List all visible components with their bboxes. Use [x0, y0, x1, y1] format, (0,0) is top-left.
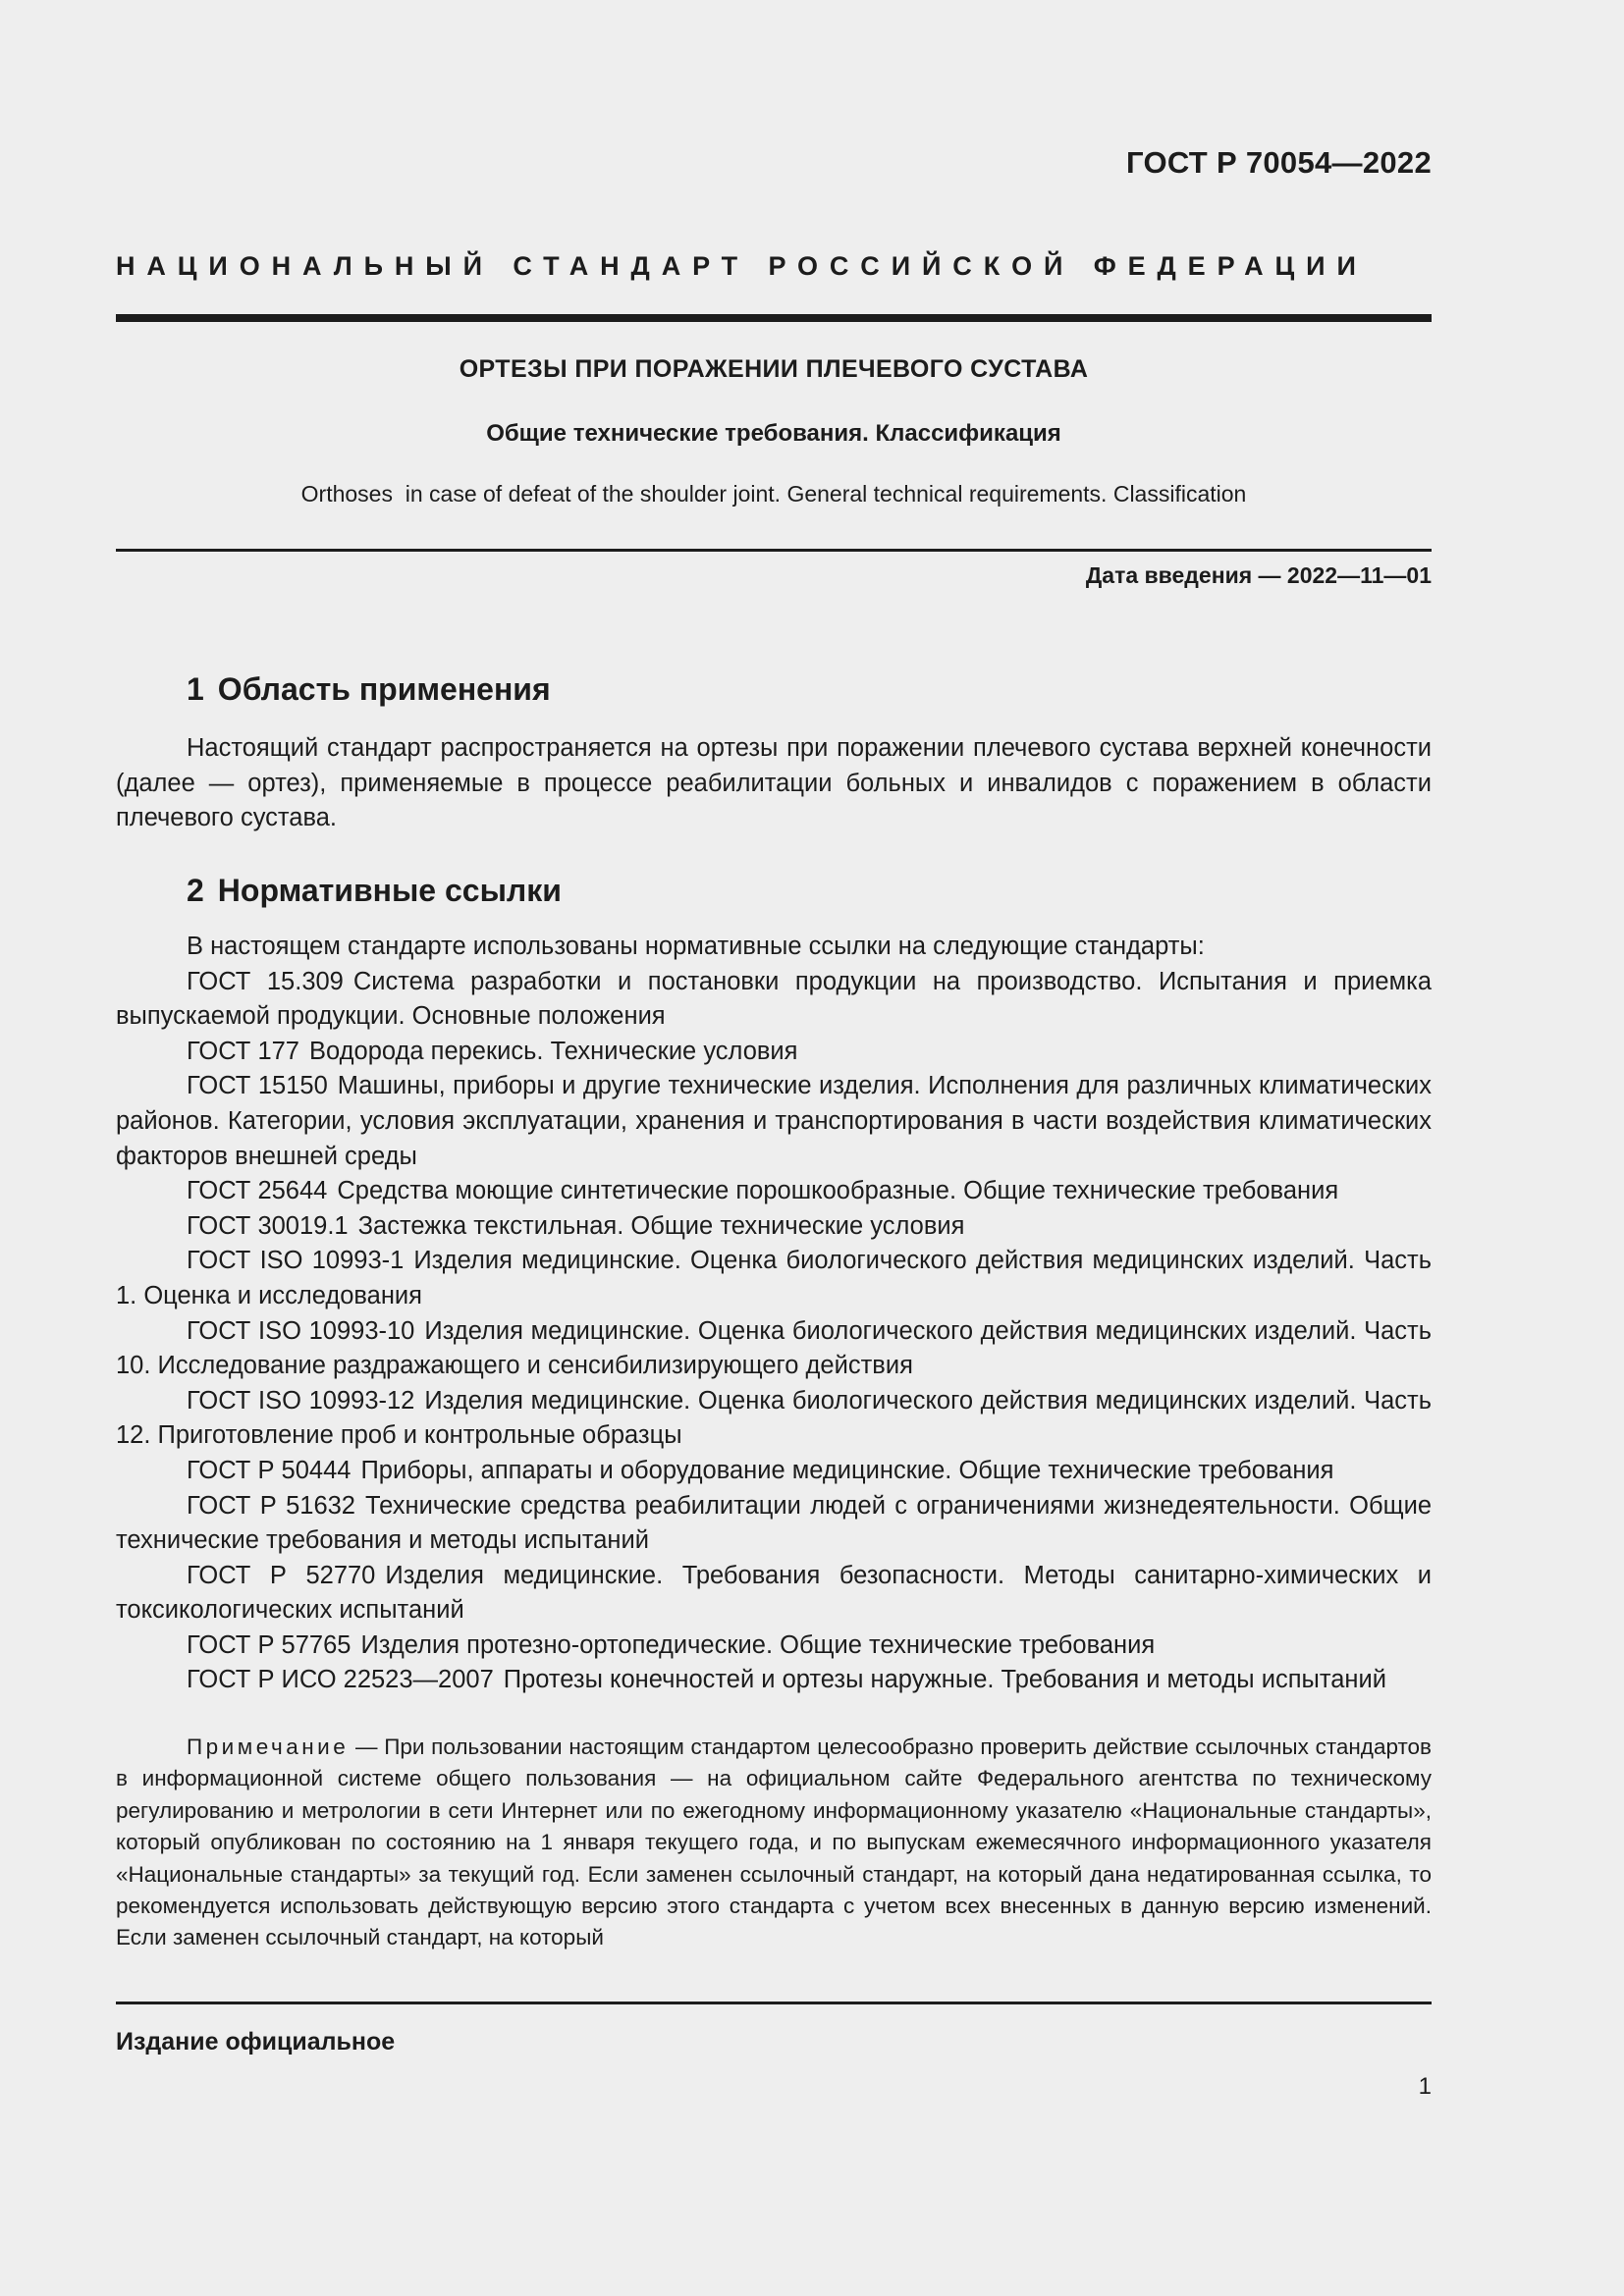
section-2-number: 2 — [187, 873, 204, 908]
national-standard-title: НАЦИОНАЛЬНЫЙ СТАНДАРТ РОССИЙСКОЙ ФЕДЕРАЦИИ — [116, 251, 1368, 281]
introduction-date: Дата введения — 2022—11—01 — [1085, 562, 1432, 588]
reference-text: Изделия медицинские. Оценка биологического действия медицинских изделий. Часть 10. Исследование раздражающего и сенсибилизирующего действия — [116, 1316, 1432, 1380]
footer-divider — [116, 2002, 1432, 2004]
reference-code: ГОСТ Р 57765 — [187, 1630, 352, 1659]
reference-code: ГОСТ ISO 10993-10 — [187, 1316, 415, 1345]
reference-code: ГОСТ 25644 — [187, 1177, 328, 1205]
reference-item — [116, 1314, 1432, 1384]
reference-code: ГОСТ Р 52770 — [187, 1561, 376, 1589]
reference-text: Водорода перекись. Технические условия — [309, 1037, 798, 1065]
reference-code: ГОСТ 30019.1 — [187, 1211, 349, 1240]
reference-text: Изделия медицинские. Оценка биологического действия медицинских изделий. Часть 1. Оценка и исследования — [116, 1247, 1432, 1309]
reference-item — [116, 1069, 1432, 1174]
section-1-paragraph: Настоящий стандарт распространяется на ортезы при поражении плечевого сустава верхней конечности (далее — ортез), применяемые в процессе реабилитации больных и инвалидов с поражением в области плечевого сустава. — [116, 734, 1432, 832]
reference-item — [116, 1174, 1432, 1209]
section-1-heading — [187, 671, 551, 708]
document-english-title: Orthoses in case of defeat of the shoulder joint. General technical requirements. Classification — [300, 481, 1247, 507]
reference-text: Технические средства реабилитации людей с ограничениями жизнедеятельности. Общие технические требования и методы испытаний — [116, 1491, 1432, 1555]
reference-item — [116, 1454, 1432, 1489]
reference-text: Изделия медицинские. Оценка биологического действия медицинских изделий. Часть 12. Приготовление проб и контрольные образцы — [116, 1386, 1432, 1450]
reference-code: ГОСТ 15150 — [187, 1072, 328, 1100]
reference-item — [116, 1035, 1432, 1070]
reference-code: ГОСТ 15.309 — [187, 967, 344, 995]
reference-item — [116, 1489, 1432, 1559]
document-subtitle: Общие технические требования. Классификация — [486, 420, 1061, 447]
section-2-title: Нормативные ссылки — [217, 873, 562, 908]
reference-item — [116, 1384, 1432, 1454]
reference-text: Машины, приборы и другие технические изделия. Исполнения для различных климатических районов. Категории, условия эксплуатации, хранения и транспортирования в части воздействия климатических факторов внешней среды — [116, 1072, 1433, 1170]
document-title: ОРТЕЗЫ ПРИ ПОРАЖЕНИИ ПЛЕЧЕВОГО СУСТАВА — [459, 355, 1089, 383]
note-label: Примечание — [187, 1735, 350, 1759]
reference-text: Приборы, аппараты и оборудование медицинские. Общие технические требования — [360, 1456, 1334, 1484]
reference-text: Изделия протезно-ортопедические. Общие технические требования — [360, 1630, 1156, 1659]
header-divider — [116, 314, 1432, 322]
reference-item — [116, 965, 1432, 1035]
reference-item — [116, 1244, 1432, 1313]
section-2-body — [116, 930, 1432, 1698]
reference-code: ГОСТ ISO 10993-12 — [187, 1386, 415, 1415]
document-number: ГОСТ Р 70054—2022 — [1126, 145, 1432, 180]
official-edition-label: Издание официальное — [116, 2028, 396, 2056]
section-1-number: 1 — [187, 671, 204, 707]
reference-text: Система разработки и постановки продукции на производство. Испытания и приемка выпускаемой продукции. Основные положения — [116, 967, 1433, 1031]
reference-code: ГОСТ Р 51632 — [187, 1491, 355, 1520]
page-number: 1 — [1418, 2073, 1432, 2100]
reference-text: Изделия медицинские. Требования безопасности. Методы санитарно-химических и токсикологических испытаний — [116, 1561, 1432, 1625]
reference-code: ГОСТ Р ИСО 22523—2007 — [187, 1666, 494, 1694]
reference-item — [116, 1209, 1432, 1245]
reference-item — [116, 1663, 1432, 1698]
reference-code: ГОСТ 177 — [187, 1037, 299, 1065]
references-note — [116, 1732, 1432, 1954]
reference-code: ГОСТ ISO 10993-1 — [187, 1247, 405, 1275]
title-divider — [116, 549, 1432, 552]
document-page — [116, 0, 1432, 2296]
reference-code: ГОСТ Р 50444 — [187, 1456, 352, 1484]
reference-text: Застежка текстильная. Общие технические условия — [357, 1211, 965, 1240]
section-2-heading — [187, 873, 562, 909]
reference-text: Протезы конечностей и ортезы наружные. Требования и методы испытаний — [503, 1666, 1386, 1694]
note-text: — При пользовании настоящим стандартом целесообразно проверить действие ссылочных стандартов в информационной системе общего пользования — на официальном сайте Федерального агентства по техническому регулированию и метрологии в сети Интернет или по ежегодному информационному указателю «Национальные стандарты», который опубликован по состоянию на 1 января текущего года, и по выпускам ежемесячного информационного указателя «Национальные стандарты» за текущий год. Если заменен ссылочный стандарт, на который дана недатированная ссылка, то рекомендуется использовать действующую версию этого стандарта с учетом всех внесенных в данную версию изменений. Если заменен ссылочный стандарт, на который — [116, 1735, 1432, 1950]
reference-item — [116, 1559, 1432, 1629]
reference-item — [116, 1629, 1432, 1664]
section-2-intro: В настоящем стандарте использованы нормативные ссылки на следующие стандарты: — [187, 933, 1205, 960]
section-1-title: Область применения — [217, 671, 551, 707]
section-1-body — [116, 731, 1432, 836]
reference-text: Средства моющие синтетические порошкообразные. Общие технические требования — [337, 1177, 1339, 1205]
